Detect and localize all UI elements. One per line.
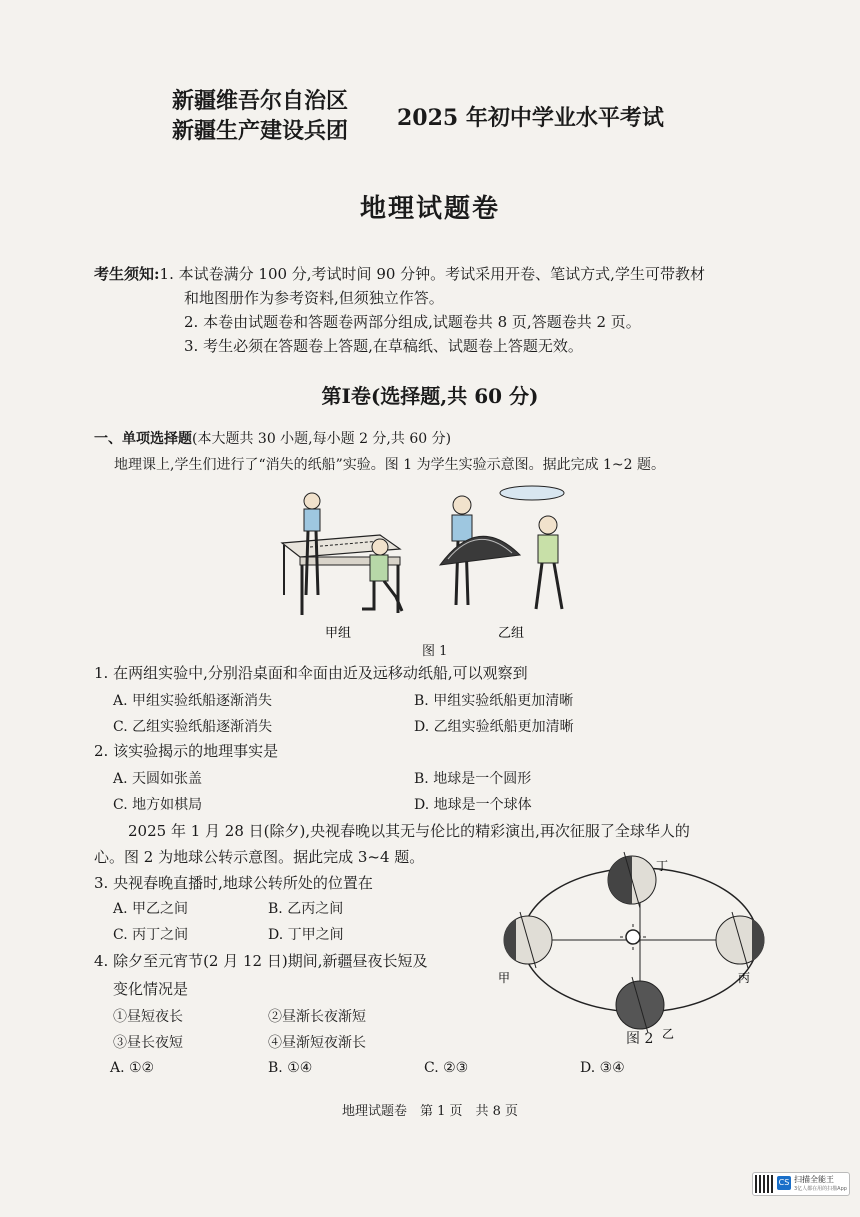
notice-item-3: 3. 考生必须在答题卷上答题,在草稿纸、试题卷上答题无效。 [184,337,583,355]
group-b-scene [440,486,564,609]
position-ding-label: 丁 [656,859,669,873]
q3-option-a: A. 甲乙之间 [113,901,189,917]
group-a-scene [282,493,402,615]
qr-code-icon [755,1175,773,1193]
passage2-line-1: 2025 年 1 月 28 日(除夕),央视春晚以其无与伦比的精彩演出,再次征服了全球华人的 [128,822,690,840]
part-label: 一、单项选择题 [94,431,192,447]
q4-stem-2: 变化情况是 [113,980,189,998]
q2-stem: 2. 该实验揭示的地理事实是 [94,742,279,760]
q4-stem-1: 4. 除夕至元宵节(2 月 12 日)期间,新疆昼夜长短及 [94,952,428,970]
notice-label: 考生须知: [94,265,160,283]
q4-statement-4: ④昼渐短夜渐长 [268,1035,366,1051]
q3-option-d: D. 丁甲之间 [268,927,344,943]
earth-yi-icon [616,977,664,1033]
part-note: (本大题共 30 小题,每小题 2 分,共 60 分) [192,431,452,447]
candidate-notice [94,262,794,358]
issuer-line-2: 新疆生产建设兵团 [172,118,349,144]
q1-option-a: A. 甲组实验纸船逐渐消失 [113,693,273,709]
q2-option-b: B. 地球是一个圆形 [414,771,532,787]
figure1-illustration [270,485,600,645]
notice-item-2: 2. 本卷由试题卷和答题卷两部分组成,试题卷共 8 页,答题卷共 2 页。 [184,313,641,331]
earth-ding-icon [608,852,656,908]
section-title: 第Ⅰ卷(选择题,共 60 分) [321,384,539,408]
scanner-tagline: 3亿人都在用的扫描App [794,1186,847,1192]
q2-option-a: A. 天圆如张盖 [113,771,203,787]
q3-option-b: B. 乙丙之间 [268,901,344,917]
exam-title: 2025 年初中学业水平考试 [397,105,664,131]
sun-icon [620,924,646,950]
figure2-caption: 图 2 [626,1031,654,1047]
earth-bing-icon [716,912,764,968]
paper-title: 地理试题卷 [359,194,500,224]
q4-option-a: A. ①② [110,1060,155,1076]
q1-option-d: D. 乙组实验纸船更加清晰 [414,719,574,735]
position-bing-label: 丙 [738,971,751,985]
scanner-logo-icon: CS [777,1176,791,1190]
q1-option-c: C. 乙组实验纸船逐渐消失 [113,719,273,735]
notice-item-1-cont: 和地图册作为参考资料,但须独立作答。 [184,289,444,307]
part-heading [94,428,451,448]
q2-option-d: D. 地球是一个球体 [414,797,532,813]
issuer-block [172,86,348,146]
figure1-intro: 地理课上,学生们进行了“消失的纸船”实验。图 1 为学生实验示意图。据此完成 1~2 题。 [114,457,666,473]
figure1-label-a: 甲组 [325,625,352,640]
page-footer: 地理试题卷 第 1 页 共 8 页 [341,1104,519,1119]
position-jia-label: 甲 [498,971,511,985]
q4-statement-2: ②昼渐长夜渐短 [268,1009,366,1025]
q1-stem: 1. 在两组实验中,分别沿桌面和伞面由近及远移动纸船,可以观察到 [94,664,528,682]
issuer-line-1: 新疆维吾尔自治区 [172,88,349,114]
scanner-watermark [752,1172,850,1196]
q4-option-c: C. ②③ [424,1060,469,1076]
figure1-label-b: 乙组 [498,625,525,640]
earth-jia-icon [504,912,552,968]
scanner-name: 扫描全能王 [794,1175,834,1184]
q4-statement-1: ①昼短夜长 [113,1009,183,1025]
q4-option-d: D. ③④ [580,1060,625,1076]
position-yi-label: 乙 [662,1027,675,1041]
passage2-line-2: 心。图 2 为地球公转示意图。据此完成 3~4 题。 [94,848,425,866]
notice-item-1: 1. 本试卷满分 100 分,考试时间 90 分钟。考试采用开卷、笔试方式,学生可带教材 [159,265,705,283]
q1-option-b: B. 甲组实验纸船更加清晰 [414,693,574,709]
figure2-orbit-diagram [490,840,790,1050]
q3-option-c: C. 丙丁之间 [113,927,189,943]
q4-option-b: B. ①④ [268,1060,313,1076]
q2-option-c: C. 地方如棋局 [113,797,203,813]
q4-statement-3: ③昼长夜短 [113,1035,183,1051]
figure1-caption: 图 1 [422,644,448,659]
q3-stem: 3. 央视春晚直播时,地球公转所处的位置在 [94,874,373,892]
